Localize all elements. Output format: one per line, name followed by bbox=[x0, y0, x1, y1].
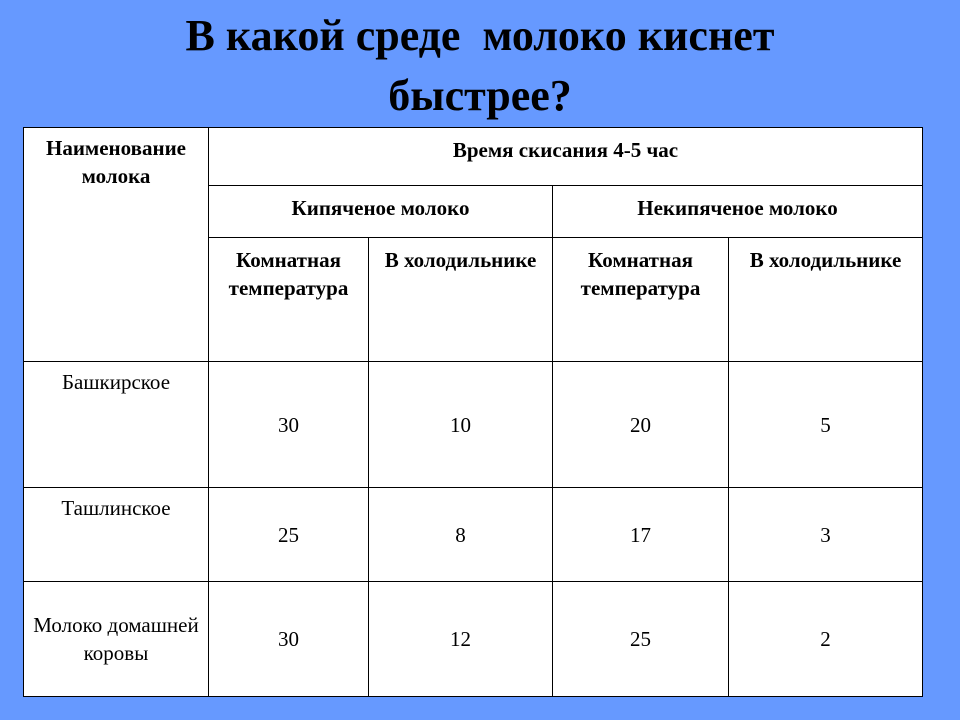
cell-value: 8 bbox=[369, 488, 553, 582]
table-row bbox=[24, 362, 923, 488]
row-name: Молоко домашней коровы bbox=[24, 582, 209, 697]
cell-value: 30 bbox=[209, 362, 369, 488]
table-row bbox=[24, 488, 923, 582]
cell-value: 17 bbox=[553, 488, 729, 582]
milk-souring-table bbox=[23, 127, 923, 697]
cell-value: 20 bbox=[553, 362, 729, 488]
data-table-container bbox=[23, 127, 922, 696]
cell-value: 12 bbox=[369, 582, 553, 697]
header-row-1 bbox=[24, 128, 923, 186]
sub-header-room-unboiled: Комнатная температура bbox=[553, 238, 729, 362]
row-name: Ташлинское bbox=[24, 488, 209, 582]
cell-value: 25 bbox=[553, 582, 729, 697]
sub-header-fridge-unboiled: В холодильнике bbox=[729, 238, 923, 362]
corner-header: Наименование молока bbox=[24, 128, 209, 362]
group-unboiled-header: Некипяченое молоко bbox=[553, 186, 923, 238]
cell-value: 2 bbox=[729, 582, 923, 697]
group-boiled-header: Кипяченое молоко bbox=[209, 186, 553, 238]
sub-header-fridge-boiled: В холодильнике bbox=[369, 238, 553, 362]
cell-value: 25 bbox=[209, 488, 369, 582]
title-line-2: быстрее? bbox=[388, 71, 572, 120]
title-line-1: В какой среде молоко киснет bbox=[185, 11, 775, 60]
cell-value: 30 bbox=[209, 582, 369, 697]
cell-value: 5 bbox=[729, 362, 923, 488]
slide-title bbox=[0, 6, 960, 126]
cell-value: 10 bbox=[369, 362, 553, 488]
row-name: Башкирское bbox=[24, 362, 209, 488]
cell-value: 3 bbox=[729, 488, 923, 582]
time-header: Время скисания 4-5 час bbox=[209, 128, 923, 186]
table-row bbox=[24, 582, 923, 697]
sub-header-room-boiled: Комнатная температура bbox=[209, 238, 369, 362]
